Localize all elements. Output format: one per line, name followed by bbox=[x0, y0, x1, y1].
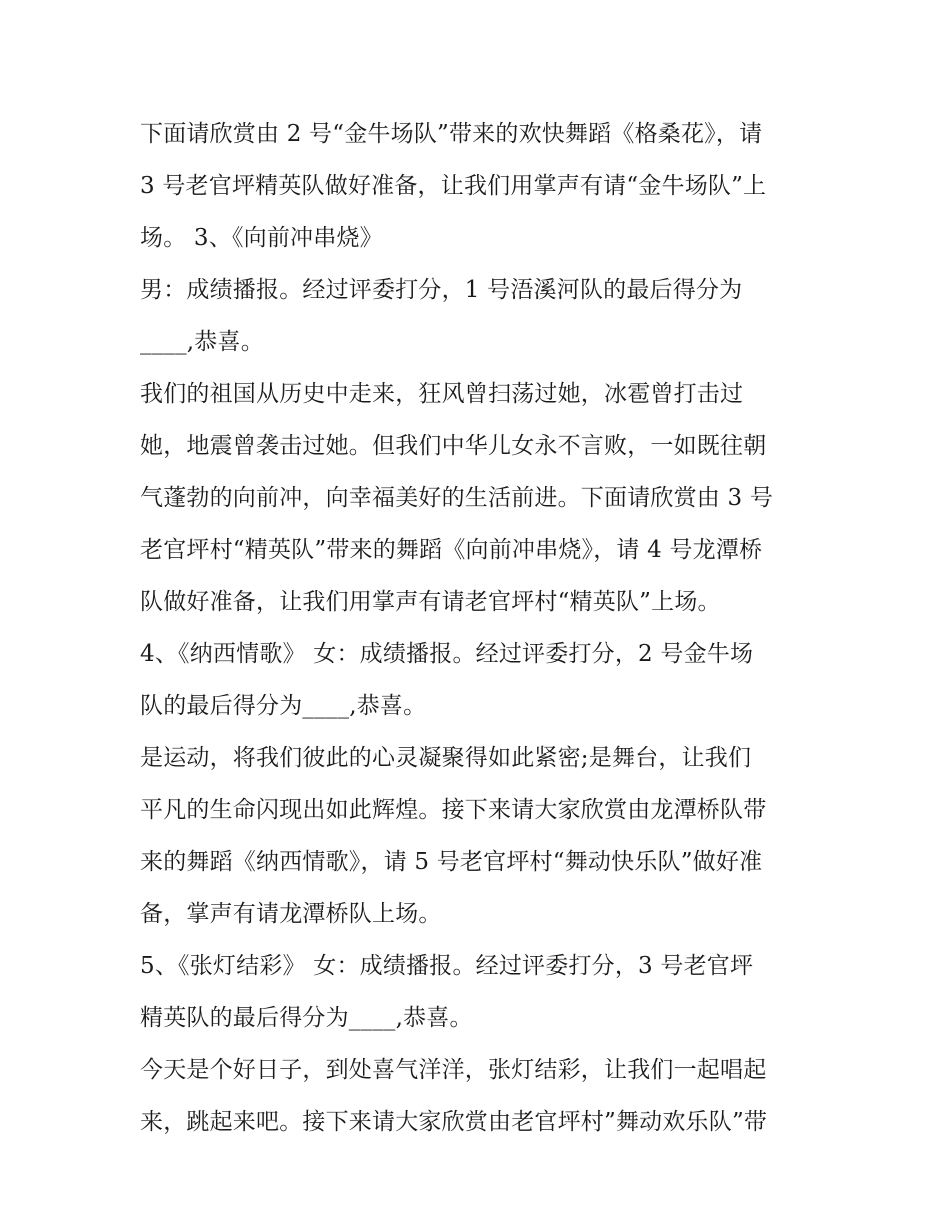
text-line: 队做好准备，让我们用掌声有请老官坪村“精英队”上场。 bbox=[140, 589, 721, 615]
text-line: 平凡的生命闪现出如此辉煌。接下来请大家欣赏由龙潭桥队带 bbox=[140, 797, 767, 823]
text-line: 备，掌声有请龙潭桥队上场。 bbox=[140, 901, 442, 927]
text-line: 今天是个好日子，到处喜气洋洋，张灯结彩，让我们一起唱起 bbox=[140, 1057, 767, 1083]
text-line: 男：成绩播报。经过评委打分，1 号浯溪河队的最后得分为 bbox=[140, 277, 743, 303]
document-body bbox=[140, 108, 830, 1148]
text-line: 是运动，将我们彼此的心灵凝聚得如此紧密;是舞台，让我们 bbox=[140, 745, 752, 771]
text-line: 来的舞蹈《纳西情歌》，请 5 号老官坪村“舞动快乐队”做好准 bbox=[140, 849, 763, 875]
text-line: 她，地震曾袭击过她。但我们中华儿女永不言败，一如既往朝 bbox=[140, 433, 767, 459]
text-line: 来，跳起来吧。接下来请大家欣赏由老官坪村”舞动欢乐队”带 bbox=[140, 1109, 768, 1135]
text-line: 老官坪村“精英队”带来的舞蹈《向前冲串烧》，请 4 号龙潭桥 bbox=[140, 537, 763, 563]
text-line: 4、《纳西情歌》 女：成绩播报。经过评委打分，2 号金牛场 bbox=[140, 641, 754, 667]
text-line: 队的最后得分为____,恭喜。 bbox=[140, 693, 427, 719]
text-line: 场。 3、《向前冲串烧》 bbox=[140, 225, 383, 251]
text-line: 下面请欣赏由 2 号“金牛场队”带来的欢快舞蹈《格桑花》，请 bbox=[140, 121, 763, 147]
text-line: ____,恭喜。 bbox=[140, 329, 264, 355]
text-line: 我们的祖国从历史中走来，狂风曾扫荡过她，冰雹曾打击过 bbox=[140, 381, 744, 407]
text-line: 气蓬勃的向前冲，向幸福美好的生活前进。下面请欣赏由 3 号 bbox=[140, 485, 774, 511]
text-line: 3 号老官坪精英队做好准备，让我们用掌声有请“金牛场队”上 bbox=[140, 173, 767, 199]
text-line: 5、《张灯结彩》 女：成绩播报。经过评委打分，3 号老官坪 bbox=[140, 953, 754, 979]
text-line: 精英队的最后得分为____,恭喜。 bbox=[140, 1005, 473, 1031]
